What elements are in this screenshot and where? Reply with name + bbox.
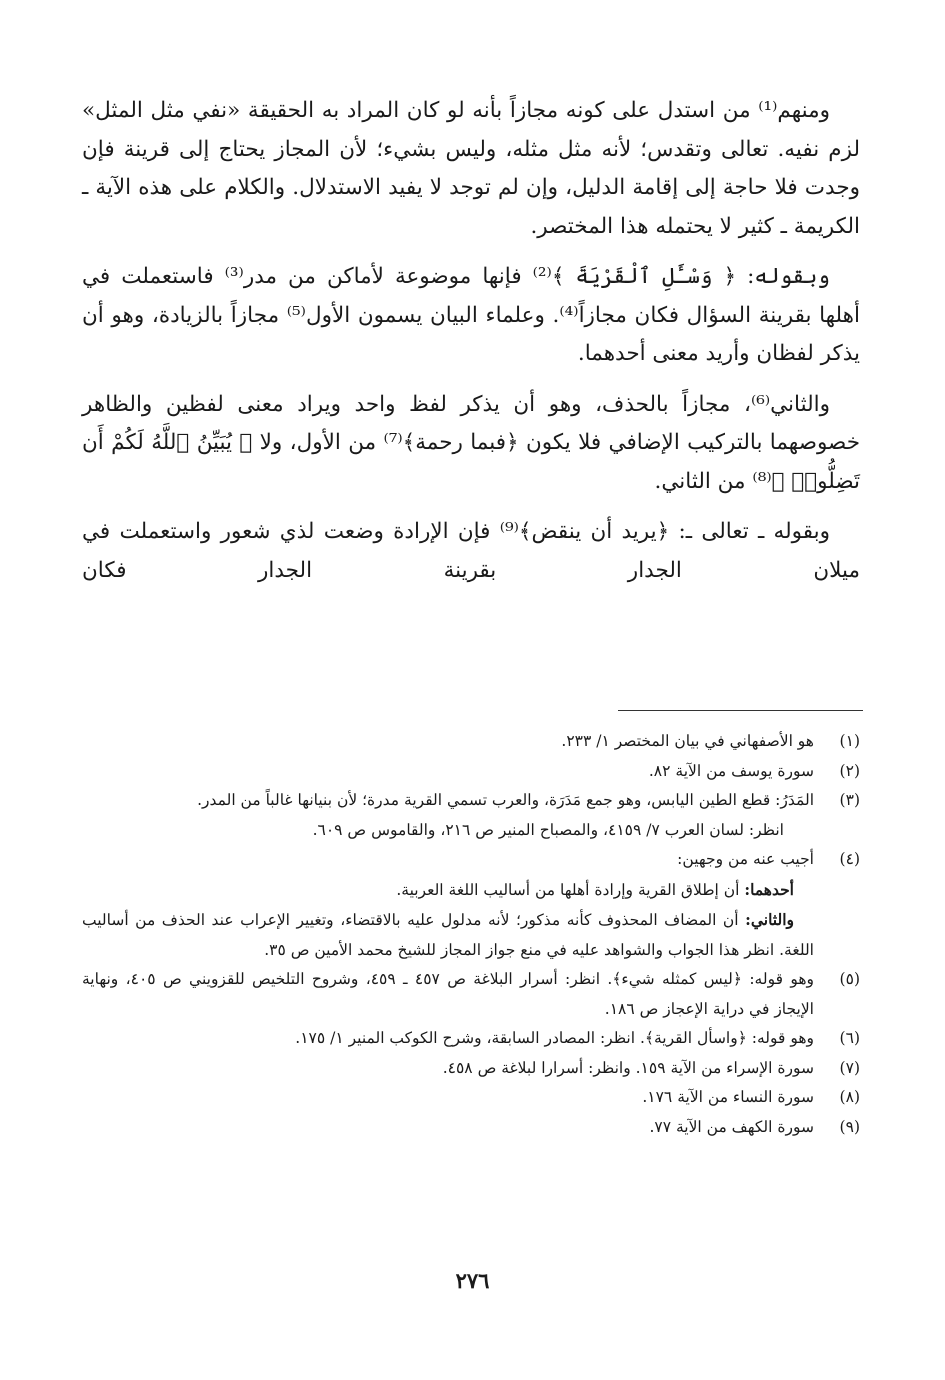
point-label: والثاني: [745,910,794,929]
footnote-number: (٢) [839,761,860,780]
footnote-9 [82,1113,860,1143]
footnote-text: سورة الإسراء من الآية ١٥٩. وانظر: أسرارا لبلاغة ص ٤٥٨. [442,1058,814,1077]
paragraph-4: وبقوله ـ تعالى ـ: ﴿يريد أن ينقض﴾⁽⁹⁾ فإن الإرادة وضعت لذي شعور واستعملت في ميلان الجدار بقرينة الجدار فكان [82,519,860,583]
footnote-number: (٩) [839,1117,860,1136]
footnote-text: هو الأصفهاني في بيان المختصر ١/ ٢٣٣. [561,732,814,750]
footnote-5 [82,965,860,1024]
main-text [82,92,860,602]
footnote-7 [82,1054,860,1084]
footnote-3 [82,786,860,845]
footnote-text: وهو قوله: ﴿واسأل القرية﴾. انظر: المصادر السابقة، وشرح الكوكب المنير ١/ ١٧٥. [295,1029,814,1047]
footnote-number: (١) [839,732,860,750]
page-number: ٢٧٦ [455,1268,490,1293]
footnote-divider [618,710,863,711]
footnote-number: (٨) [839,1088,860,1106]
footnote-number: (٣) [839,791,860,809]
footnote-text: سورة يوسف من الآية ٨٢. [648,761,814,780]
footnote-point-second [82,905,814,965]
footnote-text: وهو قوله: ﴿ليس كمثله شيء﴾. انظر: أسرار البلاغة ص ٤٥٧ ـ ٤٥٩، وشروح التلخيص للقزويني ص ٤٠٥، ونهاية الإيجاز في دراية الإعجاز ص ١٨٦. [82,970,814,1018]
paragraph-2: وبقوله: ﴿ وَسْـَٔلِ ٱلْقَرْيَةَ ﴾⁽²⁾ فإنها موضوعة لأماكن من مدر⁽³⁾ فاستعملت في أهلها بقرينة السؤال فكان مجازاً⁽⁴⁾. وعلماء البيان يسمون الأول⁽⁵⁾ مجازاً بالزيادة، وهو أن يذكر لفظان وأريد معنى أحدهما. [82,264,860,366]
footnote-point-first [82,875,814,906]
point-text: أن المضاف المحذوف كأنه مذكور؛ لأنه مدلول عليه بالاقتضاء، وتغيير الإعراب عند الحذف من أساليب اللغة. انظر هذا الجواب والشواهد عليه في منع جواز المجاز للشيخ محمد الأمين ص ٣٥. [82,911,814,959]
footnote-number: (٧) [839,1058,860,1077]
paragraph-1: ومنهم⁽¹⁾ من استدل على كونه مجازاً بأنه لو كان المراد به الحقيقة «نفي مثل المثل» لزم نفيه. تعالى وتقدس؛ لأنه مثل مثله، وليس بشيء؛ لأن المجاز يحتاج إلى قرينة فإن وجدت فلا حاجة إلى إقامة الدليل، وإن لم توجد لا يفيد الاستدلال. والكلام على هذه الآية ـ الكريمة ـ كثير لا يحتمله هذا المختصر. [82,98,860,239]
footnote-2 [82,757,860,787]
footnotes [82,727,860,1142]
footnote-number: (٥) [839,970,860,988]
footnote-number: (٤) [839,850,860,868]
point-text: أن إطلاق القرية وإرادة أهلها من أساليب اللغة العربية. [396,880,745,899]
footnote-text: المَدَرُ: قطع الطين اليابس، وهو جمع مَدَرَة، والعرب تسمي القرية مدرة؛ لأن بنيانها غالباً من المدر. [197,791,814,809]
footnote-number: (٦) [839,1029,860,1047]
footnote-8 [82,1083,860,1113]
footnote-6 [82,1024,860,1054]
footnote-text: انظر: لسان العرب ٧/ ٤١٥٩، والمصباح المنير ص ٢١٦، والقاموس ص ٦٠٩. [312,820,784,839]
footnote-text: سورة الكهف من الآية ٧٧. [649,1117,814,1136]
point-label: أحدهما: [744,879,794,899]
footnote-text: سورة النساء من الآية ١٧٦. [642,1088,814,1106]
paragraph-3: والثاني⁽⁶⁾، مجازاً بالحذف، وهو أن يذكر لفظ واحد ويراد معنى لفظين والظاهر خصوصهما بالتركيب الإضافي فلا يكون ﴿فبما رحمة﴾⁽⁷⁾ من الأول، ولا ﴿ يُبَيِّنُ ٱللَّهُ لَكُمْ أَن تَضِلُّوا۟ ﴾⁽⁸⁾ من الثاني. [82,391,860,494]
footnote-1 [82,727,860,757]
footnote-text: أجيب عنه من وجهين: [677,850,814,868]
footnote-4 [82,845,860,965]
